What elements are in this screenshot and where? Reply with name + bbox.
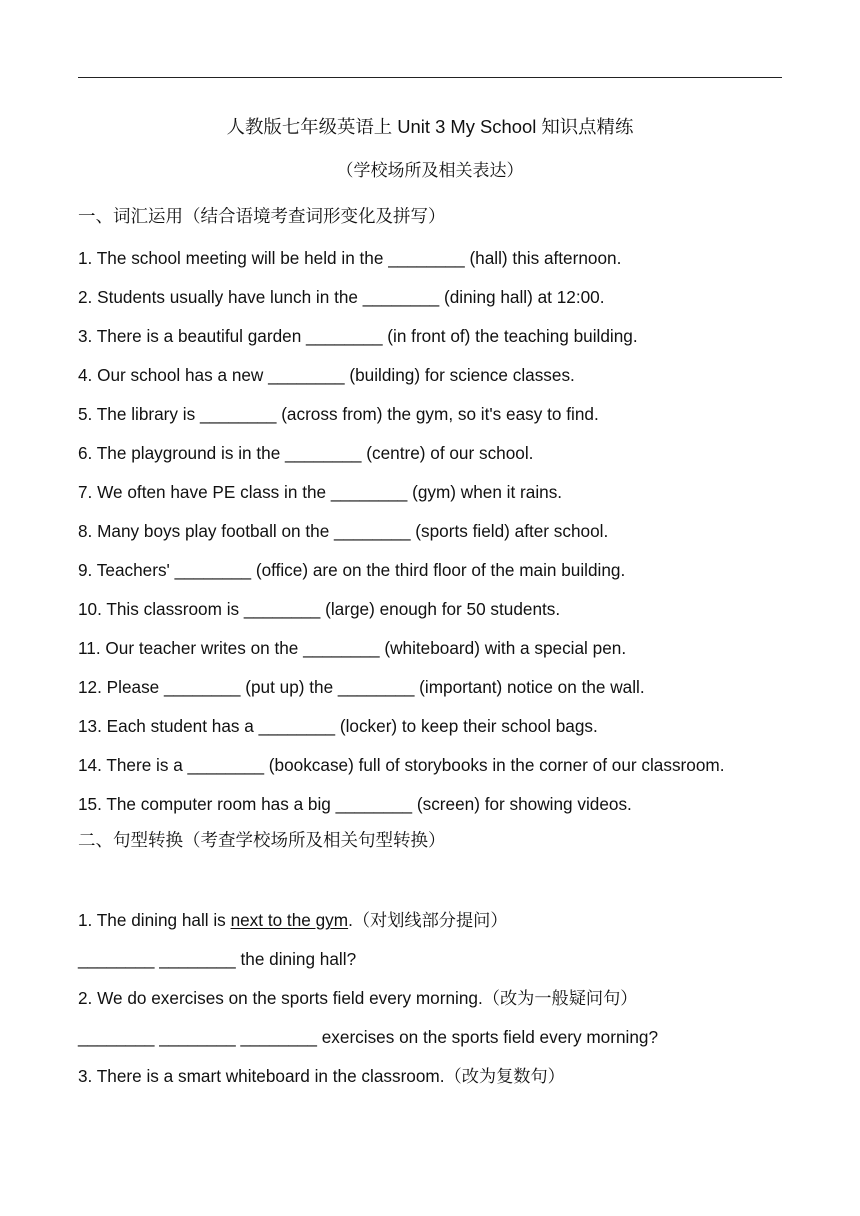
q1-instruction: （对划线部分提问） bbox=[352, 911, 508, 931]
q1-underlined-phrase: next to the gym bbox=[230, 910, 349, 930]
q3-text: 3. There is a smart whiteboard in the classroom. bbox=[78, 1066, 445, 1086]
exercise-item-5: 5. The library is ________ (across from) the gym, so it's easy to find. bbox=[78, 404, 599, 424]
exercise-item-9: 9. Teachers' ________ (office) are on the third floor of the main building. bbox=[78, 560, 626, 580]
exercise-item-11: 11. Our teacher writes on the ________ (whiteboard) with a special pen. bbox=[78, 638, 627, 658]
page-title: 人教版七年级英语上 Unit 3 My School 知识点精练 bbox=[226, 116, 634, 137]
sentence-q3 bbox=[78, 1065, 565, 1087]
exercise-item-2: 2. Students usually have lunch in the ________ (dining hall) at 12:00. bbox=[78, 287, 605, 307]
sentence-q1 bbox=[78, 909, 508, 931]
exercise-item-7: 7. We often have PE class in the ________ (gym) when it rains. bbox=[78, 482, 563, 502]
exercise-item-10: 10. This classroom is ________ (large) enough for 50 students. bbox=[78, 599, 561, 619]
page-subtitle: （学校场所及相关表达） bbox=[336, 161, 524, 181]
exercise-item-14: 14. There is a ________ (bookcase) full of storybooks in the corner of our classroom. bbox=[78, 755, 725, 775]
q2-instruction: （改为一般疑问句） bbox=[482, 989, 638, 1009]
section1-heading: 一、词汇运用（结合语境考查词形变化及拼写） bbox=[78, 207, 446, 227]
section2-heading: 二、句型转换（考查学校场所及相关句型转换） bbox=[78, 831, 446, 851]
exercise-item-1: 1. The school meeting will be held in the ________ (hall) this afternoon. bbox=[78, 248, 622, 268]
sentence-q2 bbox=[78, 987, 637, 1009]
q2-text: 2. We do exercises on the sports field every morning. bbox=[78, 988, 483, 1008]
q3-instruction: （改为复数句） bbox=[444, 1067, 565, 1087]
exercise-item-6: 6. The playground is in the ________ (centre) of our school. bbox=[78, 443, 534, 463]
q1-period: . bbox=[348, 910, 353, 930]
exercise-item-15: 15. The computer room has a big ________ (screen) for showing videos. bbox=[78, 794, 632, 814]
q2-answer-line: ________ ________ ________ exercises on the sports field every morning? bbox=[78, 1027, 659, 1047]
header-rule bbox=[78, 77, 782, 78]
exercise-item-8: 8. Many boys play football on the ________ (sports field) after school. bbox=[78, 521, 609, 541]
q1-text: 1. The dining hall is bbox=[78, 910, 231, 930]
exercise-item-3: 3. There is a beautiful garden ________ (in front of) the teaching building. bbox=[78, 326, 638, 346]
exercise-item-13: 13. Each student has a ________ (locker) to keep their school bags. bbox=[78, 716, 598, 736]
exercise-item-4: 4. Our school has a new ________ (building) for science classes. bbox=[78, 365, 575, 385]
q1-answer-line: ________ ________ the dining hall? bbox=[78, 949, 357, 969]
exercise-item-12: 12. Please ________ (put up) the ________ (important) notice on the wall. bbox=[78, 677, 645, 697]
